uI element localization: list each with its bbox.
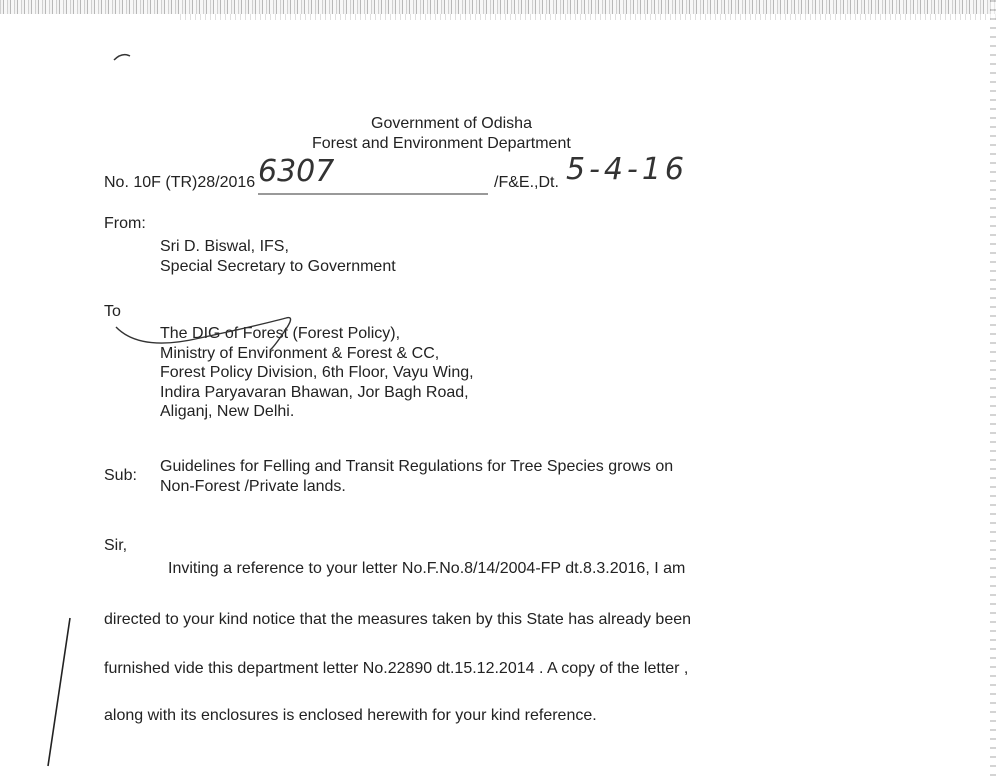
to-line: Indira Paryavaran Bhawan, Jor Bagh Road, <box>160 383 469 401</box>
from-label: From: <box>104 215 146 232</box>
from-line: Special Secretary to Government <box>160 257 396 275</box>
body-line: directed to your kind notice that the measures taken by this State has already been <box>104 611 692 628</box>
to-line: Ministry of Environment & Forest & CC, <box>160 344 440 362</box>
subject-label: Sub: <box>104 467 137 484</box>
from-line: Sri D. Biswal, IFS, <box>160 238 289 255</box>
subject-line: Guidelines for Felling and Transit Regulations for Tree Species grows on <box>160 458 674 475</box>
margin-pen-stroke <box>48 618 70 766</box>
handwritten-date: 5-4-16 <box>566 152 688 187</box>
to-line: Aliganj, New Delhi. <box>160 403 295 420</box>
stray-pen-mark <box>114 55 130 60</box>
to-line: Forest Policy Division, 6th Floor, Vayu Wing, <box>160 364 474 381</box>
reference-dept-suffix: /F&E.,Dt. <box>494 174 559 191</box>
handwritten-arrow-mark <box>116 318 291 350</box>
reference-number: No. 10F (TR)28/2016 <box>104 174 256 191</box>
handwritten-letter-number: 6307 <box>258 154 335 189</box>
department-heading: Forest and Environment Department <box>312 135 571 152</box>
to-label: To <box>104 303 121 320</box>
body-line: furnished vide this department letter No.22890 dt.15.12.2014 . A copy of the letter , <box>104 660 689 677</box>
salutation: Sir, <box>104 537 128 554</box>
body-line: Inviting a reference to your letter No.F.No.8/14/2004-FP dt.8.3.2016, I am <box>168 560 686 577</box>
government-heading: Government of Odisha <box>371 115 532 132</box>
body-line: along with its enclosures is enclosed herewith for your kind reference. <box>104 707 597 724</box>
to-line: The DIG of Forest (Forest Policy), <box>160 325 401 342</box>
subject-line: Non-Forest /Private lands. <box>160 477 346 495</box>
